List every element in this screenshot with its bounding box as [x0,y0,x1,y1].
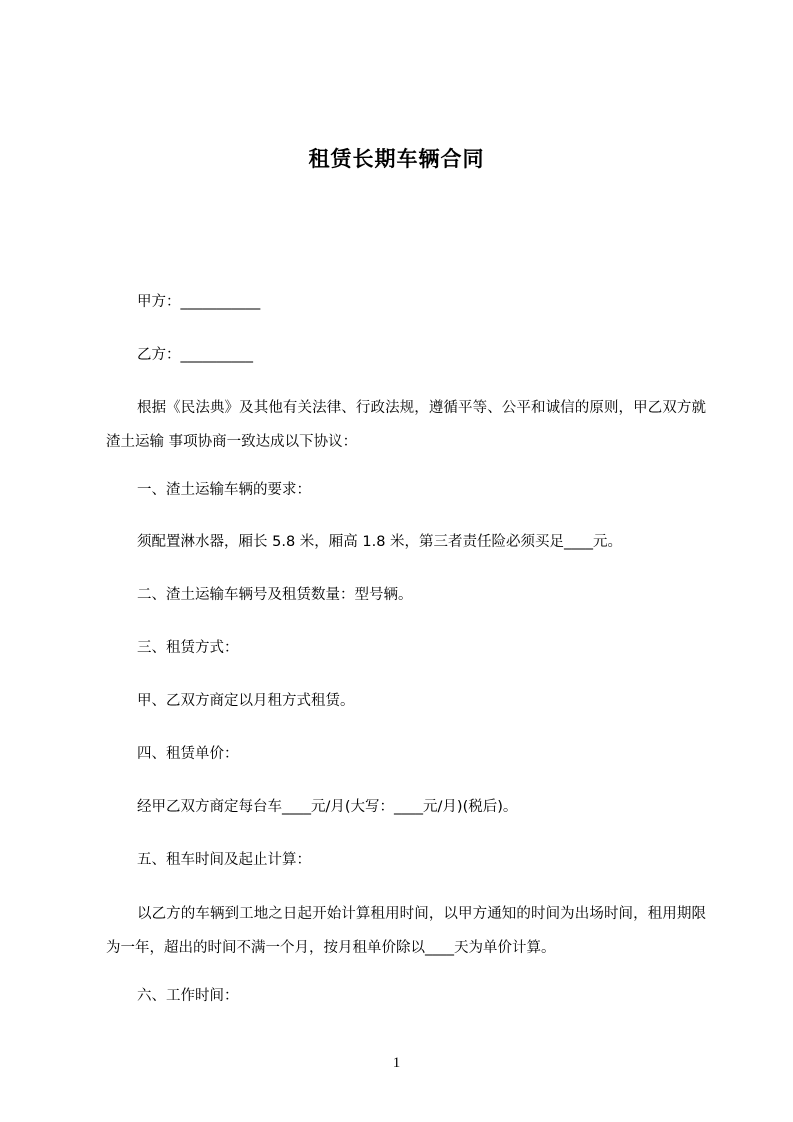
document-title: 租赁长期车辆合同 [308,147,485,171]
section-3-heading: 三、租赁方式： [137,640,239,656]
preamble-paragraph: 根据《民法典》及其他有关法律、行政法规，遵循平等、公平和诚信的原则，甲乙双方就渣土运输 事项协商一致达成以下协议： [106,400,706,450]
section-1-text: 须配置淋水器，厢长 5.8 米，厢高 1.8 米，第三者责任险必须买足____元。 [137,534,623,550]
section-4-heading: 四、租赁单价： [137,746,239,762]
party-b-line: 乙方：__________ [137,347,253,363]
section-4-text: 经甲乙双方商定每台车____元/月(大写：____元/月)(税后)。 [137,799,518,815]
section-5-text: 以乙方的车辆到工地之日起开始计算租用时间，以甲方通知的时间为出场时间，租用期限为一年，超出的时间不满一个月，按月租单价除以____天为单价计算。 [106,906,706,956]
party-a-line: 甲方：___________ [137,294,261,310]
section-1-heading: 一、渣土运输车辆的要求： [137,482,311,498]
section-5-heading: 五、租车时间及起止计算： [137,852,311,868]
section-2-heading: 二、渣土运输车辆号及租赁数量：型号辆。 [137,587,413,603]
page-number: 1 [392,1055,401,1071]
section-3-text: 甲、乙双方商定以月租方式租赁。 [137,693,355,709]
section-6-heading: 六、工作时间： [137,988,239,1004]
